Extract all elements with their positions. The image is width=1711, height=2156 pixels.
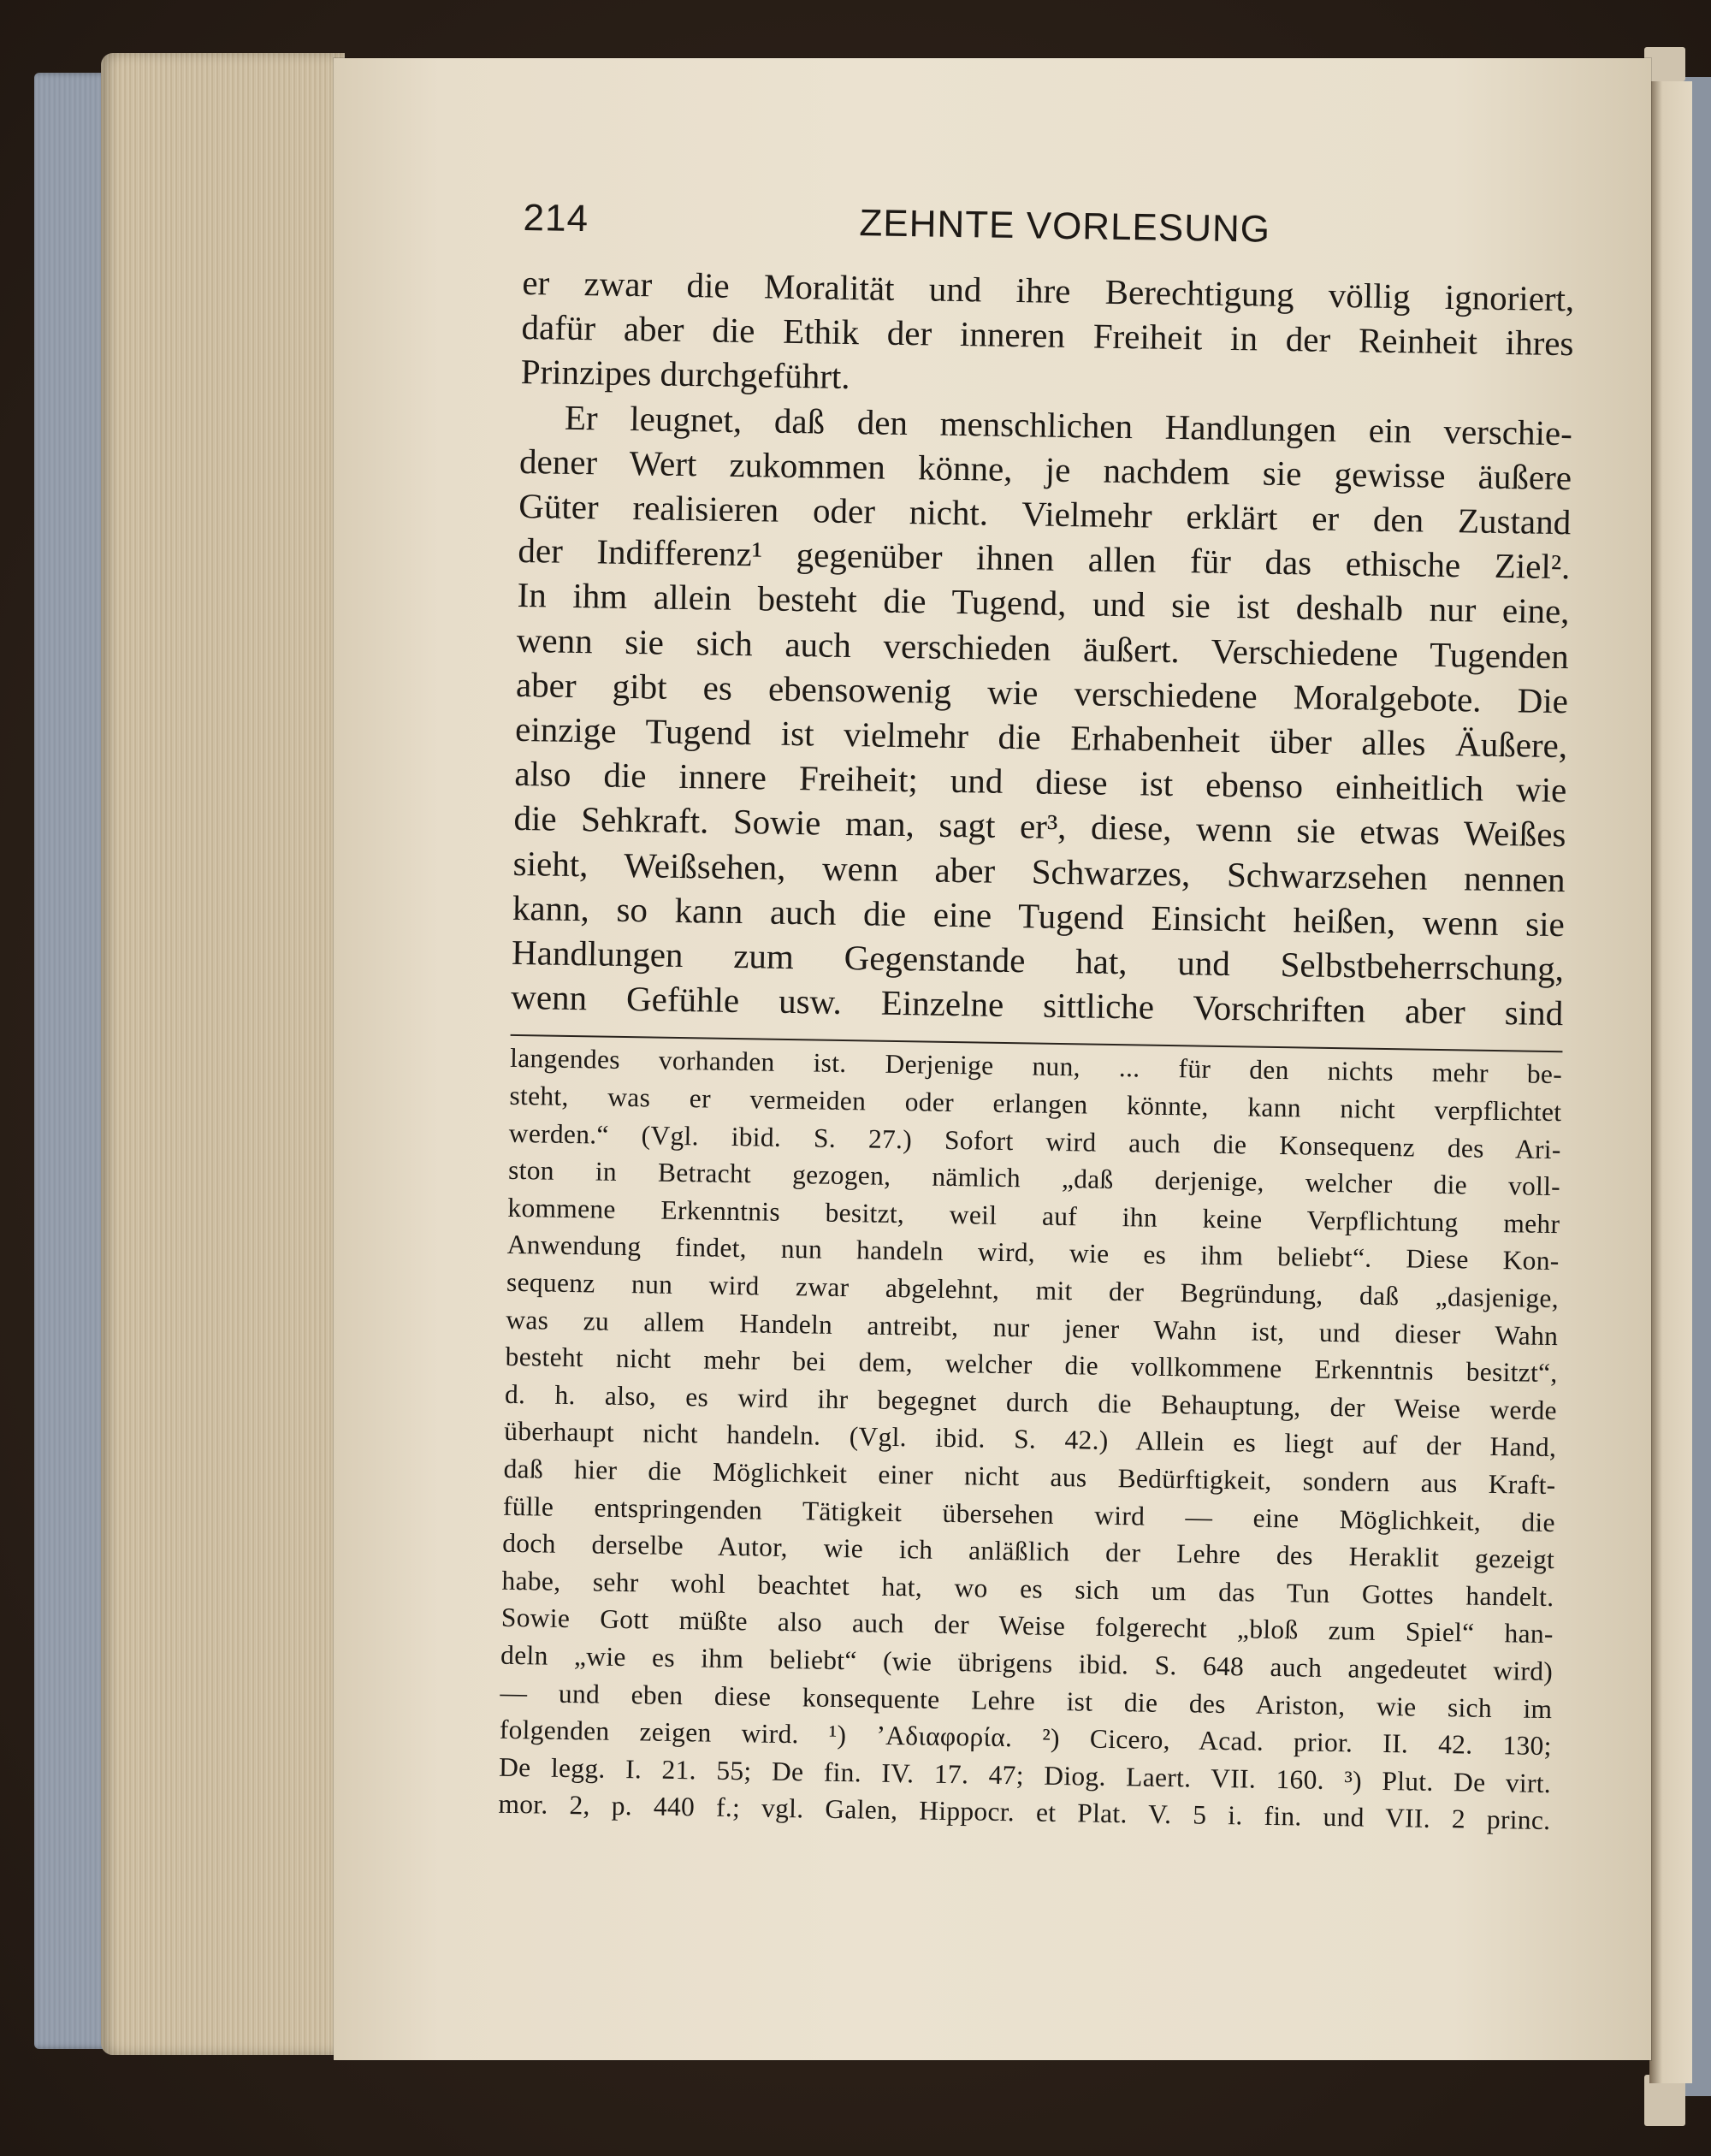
running-title: ZEHNTE VORLESUNG: [859, 202, 1271, 251]
page-number: 214: [523, 197, 589, 240]
footnote-line: — und eben diese konsequente Lehre ist die des Ariston, wie sich im: [500, 1677, 1553, 1724]
footnote-line: d. h. also, es wird ihr begegnet durch die Behauptung, der Weise werde: [504, 1378, 1558, 1425]
footnote-line: fülle entspringenden Tätigkeit übersehen wird — eine Möglichkeit, die: [502, 1490, 1556, 1537]
footnote-line: steht, was er vermeiden oder erlangen könnte, kann nicht verpflichtet: [509, 1080, 1562, 1128]
footnote-line: doch derselbe Autor, wie ich anläßlich der Lehre des Heraklit gezeigt: [502, 1527, 1555, 1575]
main-text: [511, 260, 1575, 1036]
text-line: dener Wert zukommen könne, je nachdem sie gewisse äußere: [518, 441, 1572, 498]
footnote-line: Sowie Gott müßte also auch der Weise folgerecht „bloß zum Spiel“ han-: [500, 1602, 1554, 1650]
footnote-line: Anwendung findet, nun handeln wird, wie es ihm beliebt“. Diese Kon-: [506, 1229, 1560, 1276]
footnote-line: deln „wie es ihm beliebt“ (wie übrigens ibid. S. 648 auch angedeutet wird): [500, 1639, 1554, 1687]
text-line: wenn Gefühle usw. Einzelne sittliche Vorschriften aber sind: [510, 977, 1564, 1034]
text-line: die Sehkraft. Sowie man, sagt er³, diese, wenn sie etwas Weißes: [513, 798, 1566, 855]
footnote-line: ston in Betracht gezogen, nämlich „daß derjenige, welcher die voll-: [507, 1155, 1561, 1202]
text-line: sieht, Weißsehen, wenn aber Schwarzes, Schwarzsehen nennen: [512, 843, 1566, 899]
text-line: aber gibt es ebensowenig wie verschiedene Moralgebote. Die: [515, 664, 1569, 721]
footnote-line: mor. 2, p. 440 f.; vgl. Galen, Hippocr. et Plat. V. 5 i. fin. und VII. 2 princ.: [498, 1789, 1551, 1836]
text-line: der Indifferenz¹ gegenüber ihnen allen für das ethische Ziel².: [518, 530, 1571, 587]
footnote-line: daß hier die Möglichkeit einer nicht aus Bedürftigkeit, sondern aus Kraft-: [503, 1453, 1556, 1501]
footnote-line: überhaupt nicht handeln. (Vgl. ibid. S. 42.) Allein es liegt auf der Hand,: [504, 1416, 1557, 1463]
text-line: Handlungen zum Gegenstande hat, und Selbstbeherrschung,: [511, 932, 1565, 989]
page-content: [498, 197, 1576, 1839]
text-line: also die innere Freiheit; und diese ist ebenso einheitlich wie: [514, 754, 1567, 810]
facing-page-edge: [1649, 81, 1692, 2083]
footnotes: [498, 1040, 1562, 1839]
footnote-line: werden.“ (Vgl. ibid. S. 27.) Sofort wird auch die Konsequenz des Ari-: [508, 1117, 1561, 1164]
text-line: wenn sie sich auch verschieden äußert. Verschiedene Tugenden: [516, 619, 1570, 676]
footnote-line: was zu allem Handeln antreibt, nur jener Wahn ist, und dieser Wahn: [506, 1304, 1559, 1351]
text-line: einzige Tugend ist vielmehr die Erhabenheit über alles Äußere,: [514, 708, 1568, 766]
page-edges: [101, 53, 345, 2055]
text-line: dafür aber die Ethik der inneren Freiheit in der Reinheit ihres: [521, 307, 1574, 364]
footnote-line: habe, sehr wohl beachtet hat, wo es sich um das Tun Gottes handelt.: [501, 1565, 1554, 1612]
text-line: Er leugnet, daß den menschlichen Handlungen ein verschie-: [564, 397, 1573, 453]
text-line: In ihm allein besteht die Tugend, und sie ist deshalb nur eine,: [517, 575, 1570, 631]
footnote-line: besteht nicht mehr bei dem, welcher die vollkommene Erkenntnis besitzt“,: [505, 1342, 1558, 1389]
footnote-line: sequenz nun wird zwar abgelehnt, mit der Begründung, daß „dasjenige,: [506, 1266, 1560, 1314]
text-line: er zwar die Moralität und ihre Berechtigung völlig ignoriert,: [522, 262, 1575, 319]
footnote-line: langendes vorhanden ist. Derjenige nun, ... für den nichts mehr be-: [509, 1043, 1563, 1090]
text-line: Prinzipes durchgeführt.: [520, 352, 850, 397]
footnote-line: De legg. I. 21. 55; De fin. IV. 17. 47; Diog. Laert. VII. 160. ³) Plut. De virt.: [498, 1751, 1552, 1798]
footnote-line: folgenden zeigen wird. ¹) ’Αδιαφορία. ²) Cicero, Acad. prior. II. 42. 130;: [499, 1714, 1552, 1762]
footnote-line: kommene Erkenntnis besitzt, weil auf ihn keine Verpflichtung mehr: [507, 1192, 1560, 1240]
text-line: kann, so kann auch die eine Tugend Einsicht heißen, wenn sie: [512, 887, 1566, 945]
text-line: Güter realisieren oder nicht. Vielmehr erklärt er den Zustand: [518, 485, 1572, 542]
